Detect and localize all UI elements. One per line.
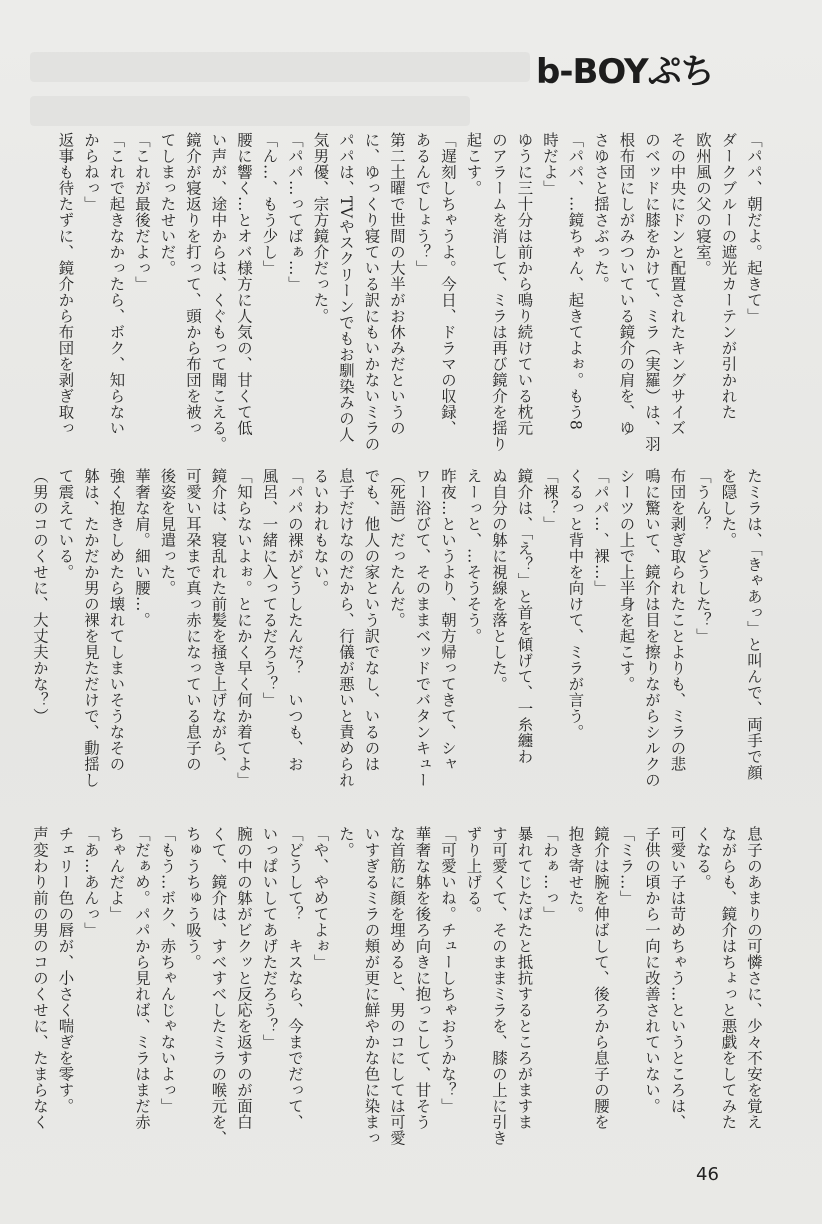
text-line: のアラームを消して、ミラは再び鏡介を揺り [490, 132, 508, 452]
text-line: 「ん…、もう少し」 [260, 132, 279, 276]
text-line: 腰に響く…とオバ様方に人気の、甘くて低 [235, 132, 253, 436]
text-line: 「可愛いね。チューしちゃおうかな？」 [439, 826, 457, 1114]
text-line: 後姿を見遣った。 [158, 468, 177, 596]
text-line: 息子のあまりの可憐さに、少々不安を覚え [745, 826, 763, 1130]
text-line: 鏡介が寝返りを打って、頭から布団を被っ [184, 132, 202, 436]
text-line: 鳴に驚いて、鏡介は目を擦りながらシルクの [643, 468, 661, 788]
text-line: 「パパの裸がどうしたんだ？ いつも、お [286, 468, 304, 772]
text-line: 返事も待たずに、鏡介から布団を剥ぎ取っ [56, 132, 75, 436]
text-line: 「どうして？ キスなら、今までだって、 [286, 826, 304, 1130]
text-line: 「わぁ…っ」 [541, 826, 559, 922]
text-line: ちゃんだよ」 [107, 826, 126, 922]
text-line: パパは、TVやスクリーンでもお馴染みの人 [337, 132, 355, 443]
text-line: 「裸？」 [541, 468, 559, 532]
text-line: でも、他人の家という訳でなし、いるのは [362, 468, 381, 772]
text-line: を隠した。 [719, 468, 738, 548]
text-block-middle [27, 468, 767, 798]
text-line: いすぎるミラの頬が更に鮮やかな色に染まっ [362, 826, 381, 1146]
text-line: 「ミラ…」 [617, 826, 636, 906]
text-line: シーツの上で上半身を起こす。 [617, 468, 636, 692]
text-line: 「だぁめ。パパから見れば、ミラはまだ赤 [133, 826, 151, 1130]
text-line: た。 [337, 826, 355, 858]
text-line: に、ゆっくり寝ている訳にもいかないミラの [362, 132, 381, 452]
text-line: 鏡介は、寝乱れた前髪を掻き上げながら、 [209, 468, 228, 772]
text-line: くなる。 [694, 826, 712, 890]
text-line: からねっ」 [82, 132, 100, 212]
text-line: て震えている。 [56, 468, 75, 580]
text-line: （男のコのくせに、大丈夫かな？） [31, 468, 49, 724]
text-line: 「パパ、…鏡ちゃん、起きてよぉ。もう8 [566, 132, 585, 431]
text-line: 可愛い子は苛めちゃう…というところは、 [668, 826, 687, 1130]
text-line: さゆさと揺さぶった。 [592, 132, 610, 292]
text-line: 華奢な躰を後ろ向きに抱っこして、甘そう [413, 826, 432, 1130]
text-line: ダークブルーの遮光カーテンが引かれた [719, 132, 738, 420]
text-line: 抱き寄せた。 [566, 826, 585, 922]
text-line: 「うん？ どうした？」 [694, 468, 712, 644]
text-line: ワー浴びて、そのままベッドでバタンキュー [413, 468, 432, 788]
text-line: てしまったせいだ。 [158, 132, 177, 276]
text-line: 時だよ」 [541, 132, 559, 196]
text-line: るいわれもない。 [311, 468, 330, 596]
text-line: その中央にドンと配置されたキングサイズ [668, 132, 687, 436]
text-line: す可愛くて、そのままミラを、膝の上に引き [490, 826, 508, 1146]
text-line: 「パパ、朝だよ。起きて」 [745, 132, 763, 324]
text-line: 「パパ…ってばぁ…」 [286, 132, 304, 292]
text-line: 昨夜…というより、朝方帰ってきて、シャ [439, 468, 457, 772]
text-line: 欧州風の父の寝室。 [694, 132, 712, 276]
text-line: ゆうに三十分は前から鳴り続けている枕元 [515, 132, 534, 436]
faint-background-print [30, 52, 530, 82]
text-line: 第二土曜で世間の大半がお休みだというの [388, 132, 406, 436]
page-number: 46 [696, 1164, 719, 1185]
text-line: たミラは、「きゃあっ」と叫んで、両手で顔 [745, 468, 763, 781]
text-line: 風呂、一緒に入ってるだろう？」 [260, 468, 279, 708]
text-line: 布団を剥ぎ取られたことよりも、ミラの悲 [668, 468, 687, 772]
text-line: 「知らないよぉ。とにかく早く何か着てよ」 [235, 468, 253, 788]
text-line: 「これが最後だよっ」 [133, 132, 151, 292]
text-line: な首筋に顔を埋めると、男のコにしては可愛 [388, 826, 406, 1146]
text-line: 息子だけなのだから、行儀が悪いと責められ [337, 468, 355, 788]
text-line: ながらも、鏡介はちょっと悪戯をしてみた [719, 826, 738, 1130]
text-line: ちゅうちゅう吸う。 [184, 826, 202, 970]
text-line: い声が、途中からは、くぐもって聞こえる。 [209, 132, 228, 452]
text-line: チェリー色の唇が、小さく喘ぎを零す。 [56, 826, 75, 1114]
text-line: 「あ…あんっ」 [82, 826, 100, 938]
text-line: えーっと、…そうそう。 [464, 468, 483, 644]
text-line: 鏡介は、「え？」と首を傾げて、一糸纏わ [515, 468, 534, 765]
text-line: （死語）だったんだ。 [388, 468, 406, 628]
text-line: ぬ自分の躰に視線を落とした。 [490, 468, 508, 692]
text-line: ずり上げる。 [464, 826, 483, 922]
text-line: くて、鏡介は、すべすべしたミラの喉元を、 [209, 826, 228, 1146]
text-line: 躰は、たかだか男の裸を見ただけで、動揺し [82, 468, 100, 788]
text-line: 強く抱きしめたら壊れてしまいそうなその [107, 468, 126, 772]
text-line: 可愛い耳朶まで真っ赤になっている息子の [184, 468, 202, 772]
magazine-logo: b-BOYぷち [536, 52, 714, 92]
text-block-top [52, 132, 766, 452]
text-line: 「パパ…、裸…」 [592, 468, 610, 596]
text-line: 子供の頃から一向に改善されていない。 [643, 826, 661, 1114]
text-line: 華奢な肩。細い腰…。 [133, 468, 151, 628]
text-line: 声変わり前の男のコのくせに、たまらなく [31, 826, 49, 1130]
text-line: 起こす。 [464, 132, 483, 196]
text-line: のベッドに膝をかけて、ミラ（実羅）は、羽 [643, 132, 661, 452]
text-line: 「遅刻しちゃうよ。今日、ドラマの収録、 [439, 132, 457, 436]
text-line: あるんでしょう？」 [413, 132, 432, 276]
text-line: 腕の中の躰がビクッと反応を返すのが面白 [235, 826, 253, 1130]
text-line: 暴れてじたばたと抵抗するところがますま [515, 826, 534, 1130]
text-line: くるっと背中を向けて、ミラが言う。 [566, 468, 585, 740]
faint-background-print [30, 96, 470, 126]
text-line: 鏡介は腕を伸ばして、後ろから息子の腰を [592, 826, 610, 1130]
text-line: 「や、やめてよぉ」 [311, 826, 330, 970]
text-line: いっぱいしてあげただろう？」 [260, 826, 279, 1050]
text-block-bottom [27, 826, 767, 1156]
text-line: 「これで起きなかったら、ボク、知らない [107, 132, 126, 436]
text-line: 根布団にしがみついている鏡介の肩を、ゆ [617, 132, 636, 436]
text-line: 「もう…ボク、赤ちゃんじゃないよっ」 [158, 826, 177, 1114]
text-line: 気男優、宗方鏡介だった。 [311, 132, 330, 324]
